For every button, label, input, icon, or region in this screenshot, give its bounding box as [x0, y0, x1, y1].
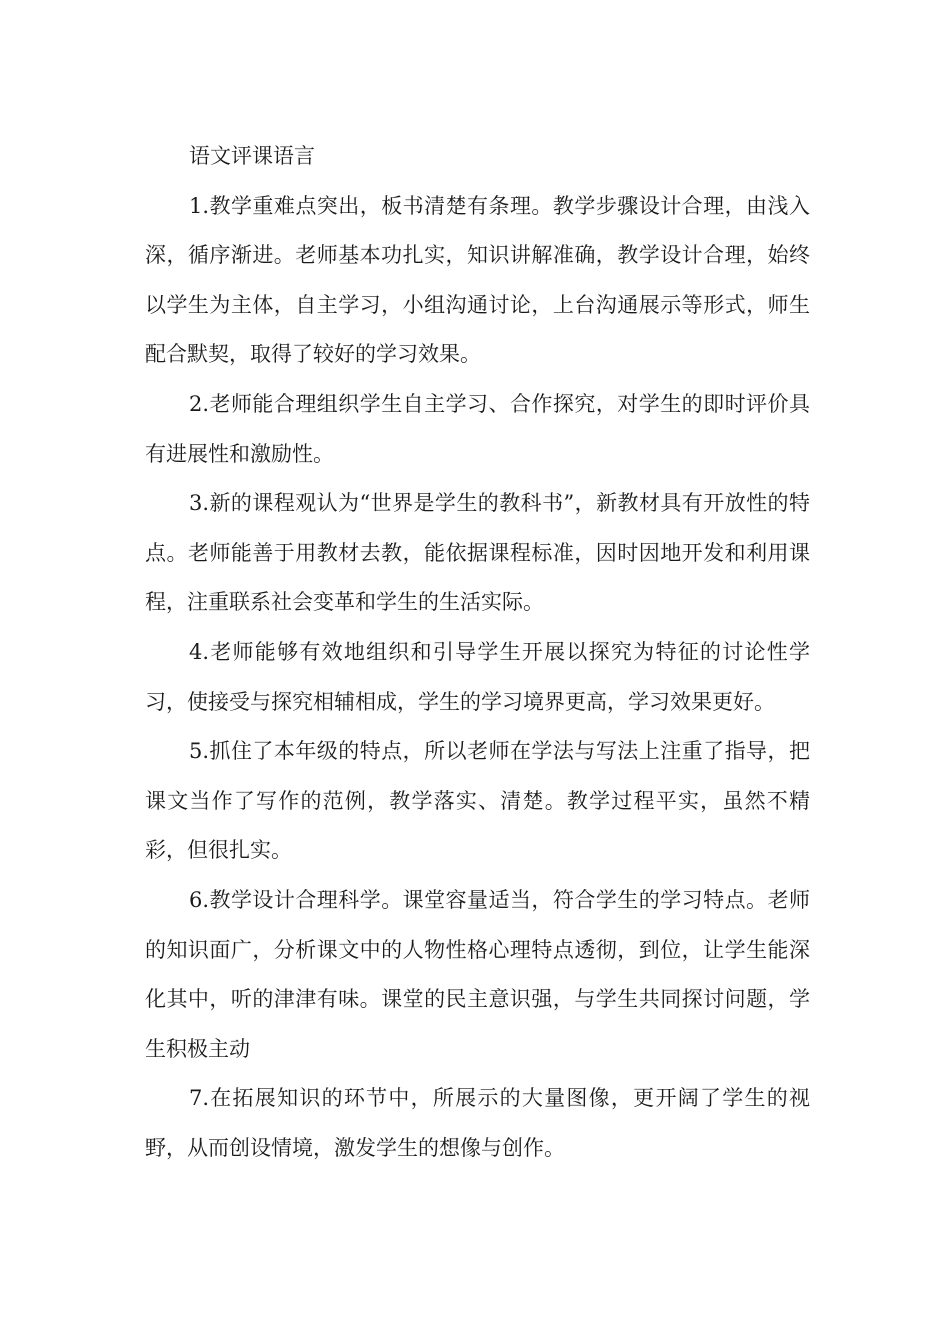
- paragraph-5: 5.抓住了本年级的特点，所以老师在学法与写法上注重了指导，把课文当作了写作的范例，教学落实、清楚。教学过程平实，虽然不精彩，但很扎实。: [145, 739, 810, 863]
- paragraph-2: 2.老师能合理组织学生自主学习、合作探究，对学生的即时评价具有进展性和激励性。: [145, 391, 810, 466]
- paragraph-1: 1.教学重难点突出，板书清楚有条理。教学步骤设计合理，由浅入深，循序渐进。老师基本功扎实，知识讲解准确，教学设计合理，始终以学生为主体，自主学习，小组沟通讨论，上台沟通展示等形式，师生配合默契，取得了较好的学习效果。: [145, 193, 810, 367]
- paragraph-6: 6.教学设计合理科学。课堂容量适当，符合学生的学习特点。老师的知识面广，分析课文中的人物性格心理特点透彻，到位，让学生能深化其中，听的津津有味。课堂的民主意识强，与学生共同探讨问题，学生积极主动: [145, 887, 810, 1061]
- paragraph-3: 3.新的课程观认为“世界是学生的教科书”，新教材具有开放性的特点。老师能善于用教材去教，能依据课程标准，因时因地开发和利用课程，注重联系社会变革和学生的生活实际。: [145, 491, 810, 615]
- document-page: [145, 132, 810, 1173]
- paragraph-4: 4.老师能够有效地组织和引导学生开展以探究为特征的讨论性学习，使接受与探究相辅相成，学生的学习境界更高，学习效果更好。: [145, 639, 810, 714]
- document-title: 语文评课语言: [189, 144, 315, 168]
- paragraph-7: 7.在拓展知识的环节中，所展示的大量图像，更开阔了学生的视野，从而创设情境，激发学生的想像与创作。: [145, 1086, 810, 1160]
